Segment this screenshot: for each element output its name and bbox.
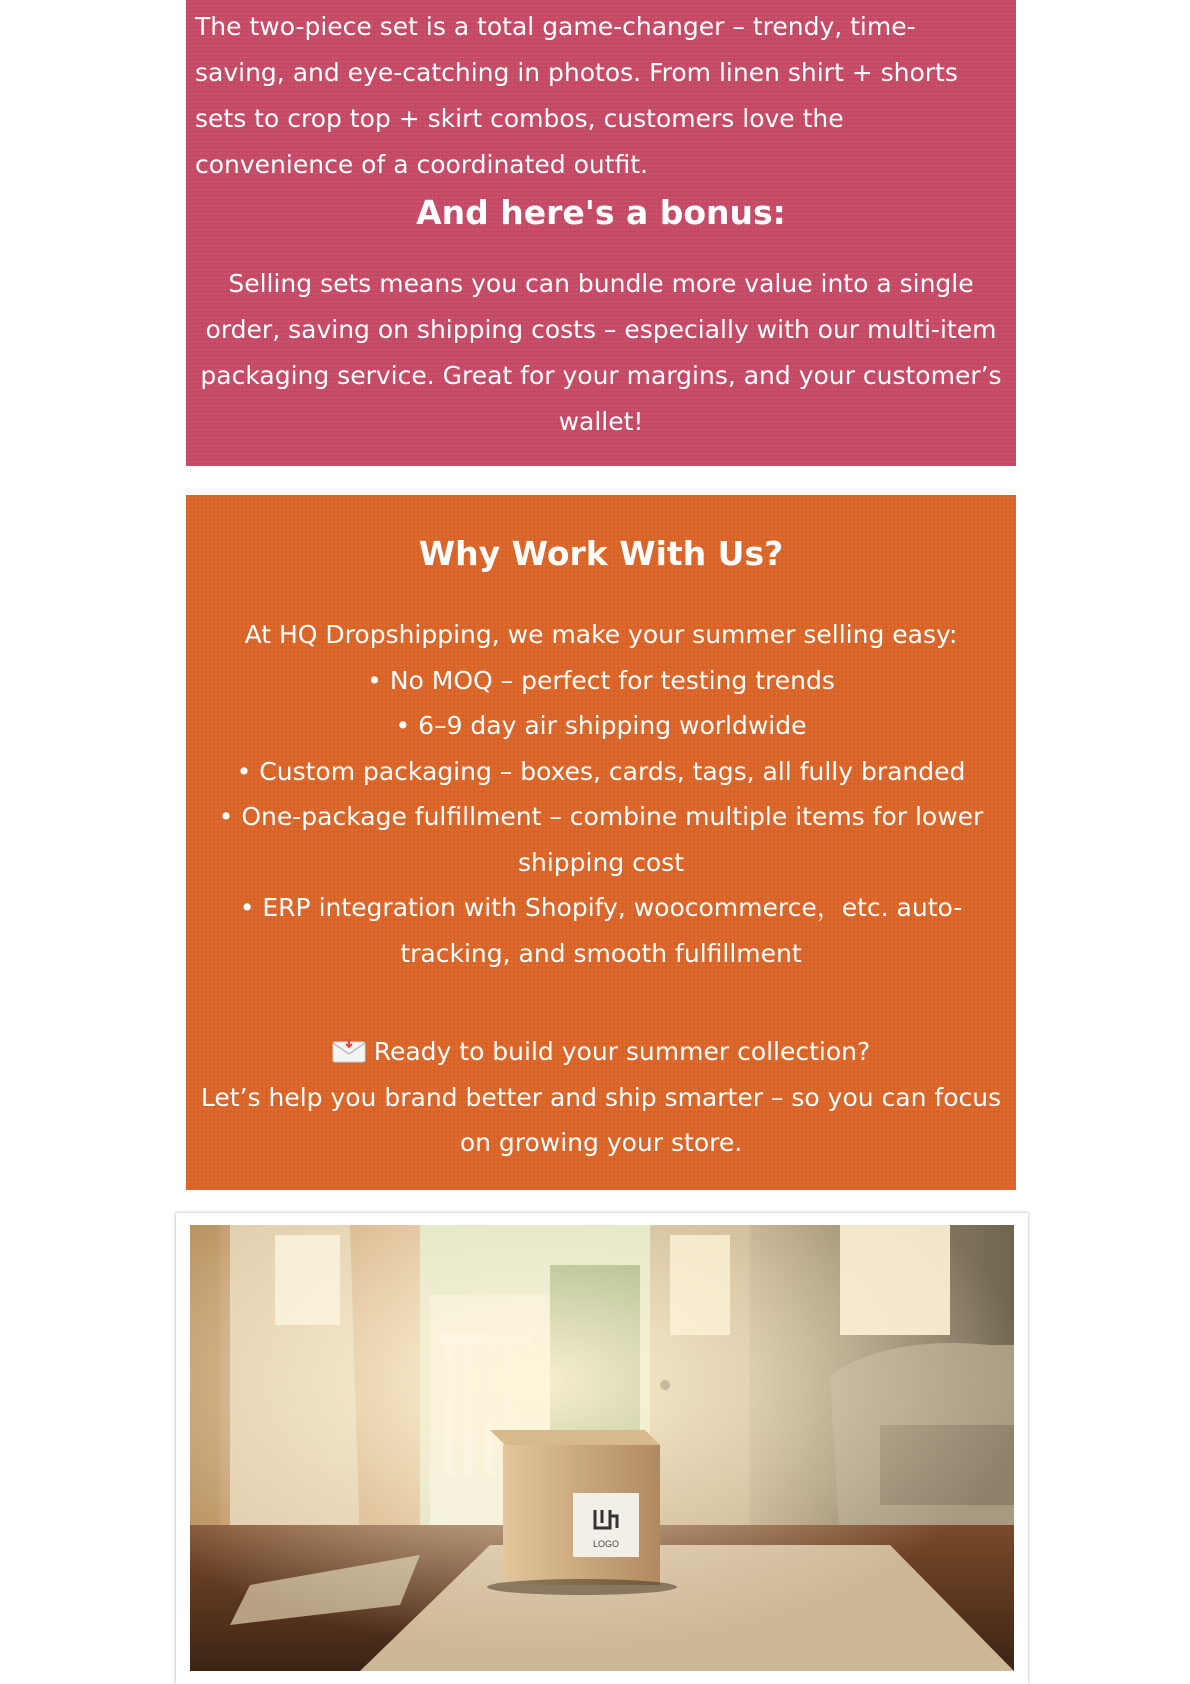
spacer: [190, 976, 1012, 1029]
package-on-doorstep-photo: [190, 1225, 1014, 1671]
cta-text: Let’s help you brand better and ship smarter – so you can focus on growing your store.: [200, 1082, 1002, 1157]
benefit-item: • One-package fulfillment – combine multiple items for lower shipping cost: [218, 802, 984, 877]
benefit-item: • No MOQ – perfect for testing trends: [367, 665, 835, 695]
cta-question-line: [190, 1029, 1012, 1075]
envelope-icon: [332, 1039, 366, 1063]
benefit-item: • ERP integration with Shopify, woocommerce，etc. auto-tracking, and smooth fulfillment: [239, 893, 963, 968]
why-work-with-us-panel: [186, 495, 1016, 1190]
benefit-item: • 6–9 day air shipping worldwide: [395, 711, 807, 740]
box-logo-label: LOGO: [592, 1539, 620, 1549]
why-work-with-us-heading: Why Work With Us?: [418, 534, 784, 573]
bonus-paragraph: Selling sets means you can bundle more value into a single order, saving on shipping costs – especially with our multi-item packaging service. Great for your margins, and your customer’s wallet!: [200, 269, 1002, 436]
bonus-heading: And here's a bonus:: [416, 193, 786, 232]
intro-line: At HQ Dropshipping, we make your summer selling easy:: [244, 620, 958, 649]
cta-question: Ready to build your summer collection?: [373, 1037, 871, 1066]
two-piece-set-paragraph: The two-piece set is a total game-changer – trendy, time-saving, and eye-catching in photos. From linen shirt + shorts sets to crop top + skirt combos, customers love the convenience of a coordinated outfit.: [195, 12, 958, 179]
why-work-with-us-body: [190, 612, 1012, 1166]
pink-info-panel: [186, 0, 1016, 466]
benefit-item: • Custom packaging – boxes, cards, tags, all fully branded: [236, 756, 966, 786]
package-photo-frame: [176, 1213, 1028, 1684]
